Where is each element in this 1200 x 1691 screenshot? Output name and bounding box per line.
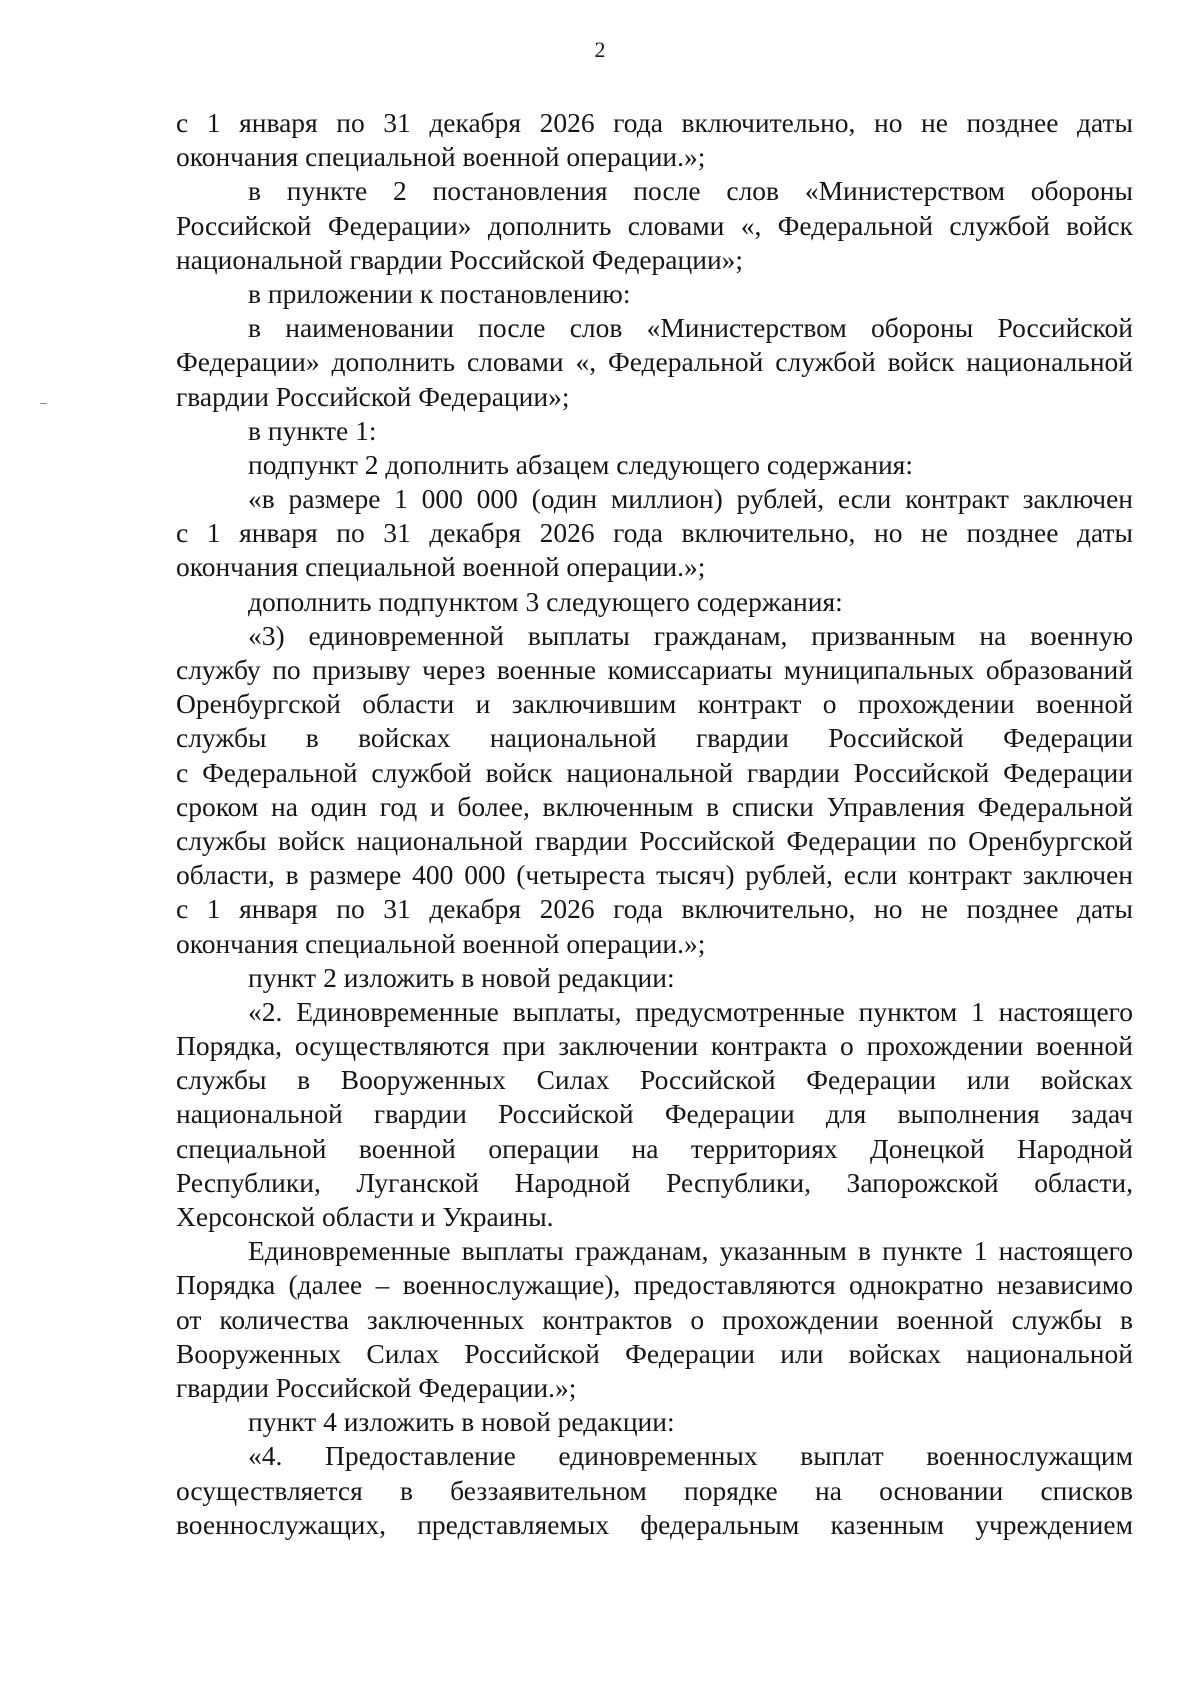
text-line: службы в войсках национальной гвардии Российской Федерации (176, 722, 1133, 754)
text-line: службу по призыву через военные комиссариаты муниципальных образований (176, 654, 1133, 685)
text-line: окончания специальной военной операции.»; (176, 927, 706, 959)
text-line: специальной военной операции на территориях Донецкой Народной (176, 1132, 1133, 1164)
page-number: 2 (594, 37, 606, 62)
text-line: «4. Предоставление единовременных выплат военнослужащим (248, 1440, 1133, 1472)
text-line: пункт 4 изложить в новой редакции: (248, 1406, 675, 1438)
text-line: с 1 января по 31 декабря 2026 года включительно, но не позднее даты (176, 517, 1133, 549)
text-line: Федерации» дополнить словами «, Федеральной службой войск национальной (176, 346, 1133, 378)
text-line: «2. Единовременные выплаты, предусмотренные пунктом 1 настоящего (248, 995, 1133, 1027)
text-line: Единовременные выплаты гражданам, указанным в пункте 1 настоящего (248, 1235, 1133, 1267)
text-line: в приложении к постановлению: (248, 277, 631, 309)
text-line: в пункте 2 постановления после слов «Министерством обороны (248, 175, 1133, 207)
document-body (176, 106, 1133, 1542)
text-line: Порядка, осуществляются при заключении контракта о прохождении военной (176, 1030, 1133, 1062)
text-line: «в размере 1 000 000 (один миллион) рублей, если контракт заключен (248, 483, 1133, 515)
text-line: Херсонской области и Украины. (176, 1201, 554, 1232)
text-line: от количества заключенных контрактов о прохождении военной службы в (176, 1303, 1133, 1335)
text-line: с 1 января по 31 декабря 2026 года включительно, но не позднее даты (176, 893, 1133, 925)
text-line: национальной гвардии Российской Федерации»; (176, 243, 744, 275)
text-line: гвардии Российской Федерации.»; (176, 1371, 577, 1403)
text-line: пункт 2 изложить в новой редакции: (248, 961, 675, 993)
text-line: службы в Вооруженных Силах Российской Федерации или войсках (176, 1064, 1133, 1096)
text-line: в наименовании после слов «Министерством обороны Российской (248, 312, 1133, 344)
text-line: Республики, Луганской Народной Республики, Запорожской области, (176, 1166, 1133, 1198)
margin-mark (40, 403, 47, 404)
text-line: окончания специальной военной операции.»; (176, 141, 706, 173)
text-line: дополнить подпунктом 3 следующего содержания: (248, 585, 843, 617)
text-line: Российской Федерации» дополнить словами «, Федеральной службой войск (176, 209, 1133, 241)
text-line: Оренбургской области и заключившим контракт о прохождении военной (176, 688, 1133, 720)
text-line: в пункте 1: (248, 414, 377, 446)
text-line: сроком на один год и более, включенным в списки Управления Федеральной (176, 790, 1133, 822)
text-line: области, в размере 400 000 (четыреста тысяч) рублей, если контракт заключен (176, 859, 1133, 891)
text-line: подпункт 2 дополнить абзацем следующего содержания: (248, 448, 913, 480)
text-line: осуществляется в беззаявительном порядке на основании списков (176, 1474, 1133, 1506)
text-line: «3) единовременной выплаты гражданам, призванным на военную (248, 619, 1133, 651)
text-line: военнослужащих, представляемых федеральным казенным учреждением (176, 1508, 1133, 1540)
text-line: окончания специальной военной операции.»; (176, 551, 706, 583)
text-line: службы войск национальной гвардии Российской Федерации по Оренбургской (176, 824, 1133, 856)
text-line: национальной гвардии Российской Федерации для выполнения задач (176, 1098, 1133, 1130)
text-line: с 1 января по 31 декабря 2026 года включительно, но не позднее даты (176, 107, 1133, 138)
text-line: с Федеральной службой войск национальной гвардии Российской Федерации (176, 756, 1133, 788)
text-line: Вооруженных Силах Российской Федерации или войсках национальной (176, 1337, 1133, 1369)
text-line: гвардии Российской Федерации»; (176, 380, 570, 412)
text-line: Порядка (далее – военнослужащие), предоставляются однократно независимо (176, 1269, 1133, 1301)
